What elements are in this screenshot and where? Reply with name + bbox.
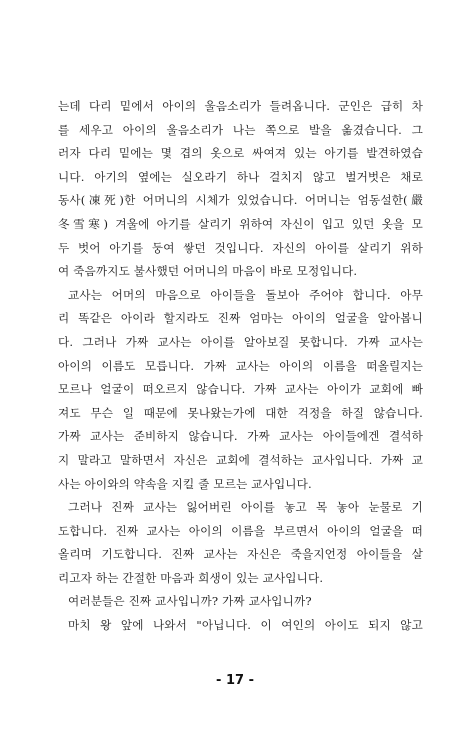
- text-line: 가짜 교사는 준비하지 않습니다. 가짜 교사는 아이들에겐 결석하: [58, 429, 423, 444]
- text-line: 여 죽음까지도 불사했던 어머니의 마음이 바로 모정입니다.: [58, 264, 358, 279]
- text-line: 리고자 하는 간절한 마음과 희생이 있는 교사입니다.: [58, 570, 324, 585]
- text-line: 모르나 얼굴이 떠오르지 않습니다. 가짜 교사는 아이가 교회에 빠: [58, 382, 423, 397]
- text-line: 사는 아이와의 약속을 지킬 줄 모르는 교사입니다.: [58, 476, 312, 491]
- text-line: 여러분들은 진짜 교사입니까? 가짜 교사입니까?: [68, 594, 312, 609]
- text-line: 러자 다리 밑에는 몇 겹의 옷으로 싸여져 있는 아기를 발견하였습: [58, 146, 423, 161]
- text-line: 마치 왕 앞에 나와서 "아닙니다. 이 여인의 아이도 되지 않고: [68, 618, 423, 633]
- text-line: 교사는 어머의 마음으로 아이들을 돌보아 주어야 합니다. 아무: [68, 287, 423, 302]
- text-line: 니다. 아기의 옆에는 실오라기 하나 걸치지 않고 벌거벗은 채로: [58, 169, 423, 184]
- text-line: 그러나 진짜 교사는 잃어버린 아이를 놓고 목 놓아 눈물로 기: [68, 500, 423, 515]
- text-line: 두 벗어 아기를 둥여 쌓던 것입니다. 자신의 아이를 살리기 위하: [58, 240, 423, 255]
- text-line: 도합니다. 진짜 교사는 아이의 이름을 부르면서 아이의 얼굴을 떠: [58, 523, 423, 538]
- page-number: - 17 -: [216, 673, 254, 688]
- text-line: 冬雪寒) 겨울에 아기를 살리기 위하여 자신이 입고 있던 옷을 모: [58, 216, 423, 231]
- text-line: 는데 다리 밑에서 아이의 울음소리가 들려옵니다. 군인은 급히 차: [58, 99, 423, 113]
- text-line: 동사(凍死)한 어머니의 시체가 있었습니다. 어머니는 엄동설한(嚴: [58, 193, 423, 208]
- body-text: [58, 95, 423, 638]
- text-line: 를 세우고 아이의 울음소리가 나는 쪽으로 발을 옮겼습니다. 그: [58, 122, 423, 137]
- text-line: 다. 그러나 가짜 교사는 아이를 알아보질 못합니다. 가짜 교사는: [58, 334, 423, 349]
- text-line: 져도 무슨 일 때문에 못나왔는가에 대한 걱정을 하질 않습니다.: [58, 405, 423, 420]
- text-line: 리 똑같은 아이라 할지라도 진짜 엄마는 아이의 얼굴을 알아봅니: [58, 311, 423, 326]
- text-line: 올리며 기도합니다. 진짜 교사는 자신은 죽을지언정 아이들을 살: [58, 547, 423, 562]
- text-line: 아이의 이름도 모릅니다. 가짜 교사는 아이의 이름을 떠올릴지는: [58, 358, 423, 373]
- text-line: 지 말라고 말하면서 자신은 교회에 결석하는 교사입니다. 가짜 교: [58, 452, 423, 467]
